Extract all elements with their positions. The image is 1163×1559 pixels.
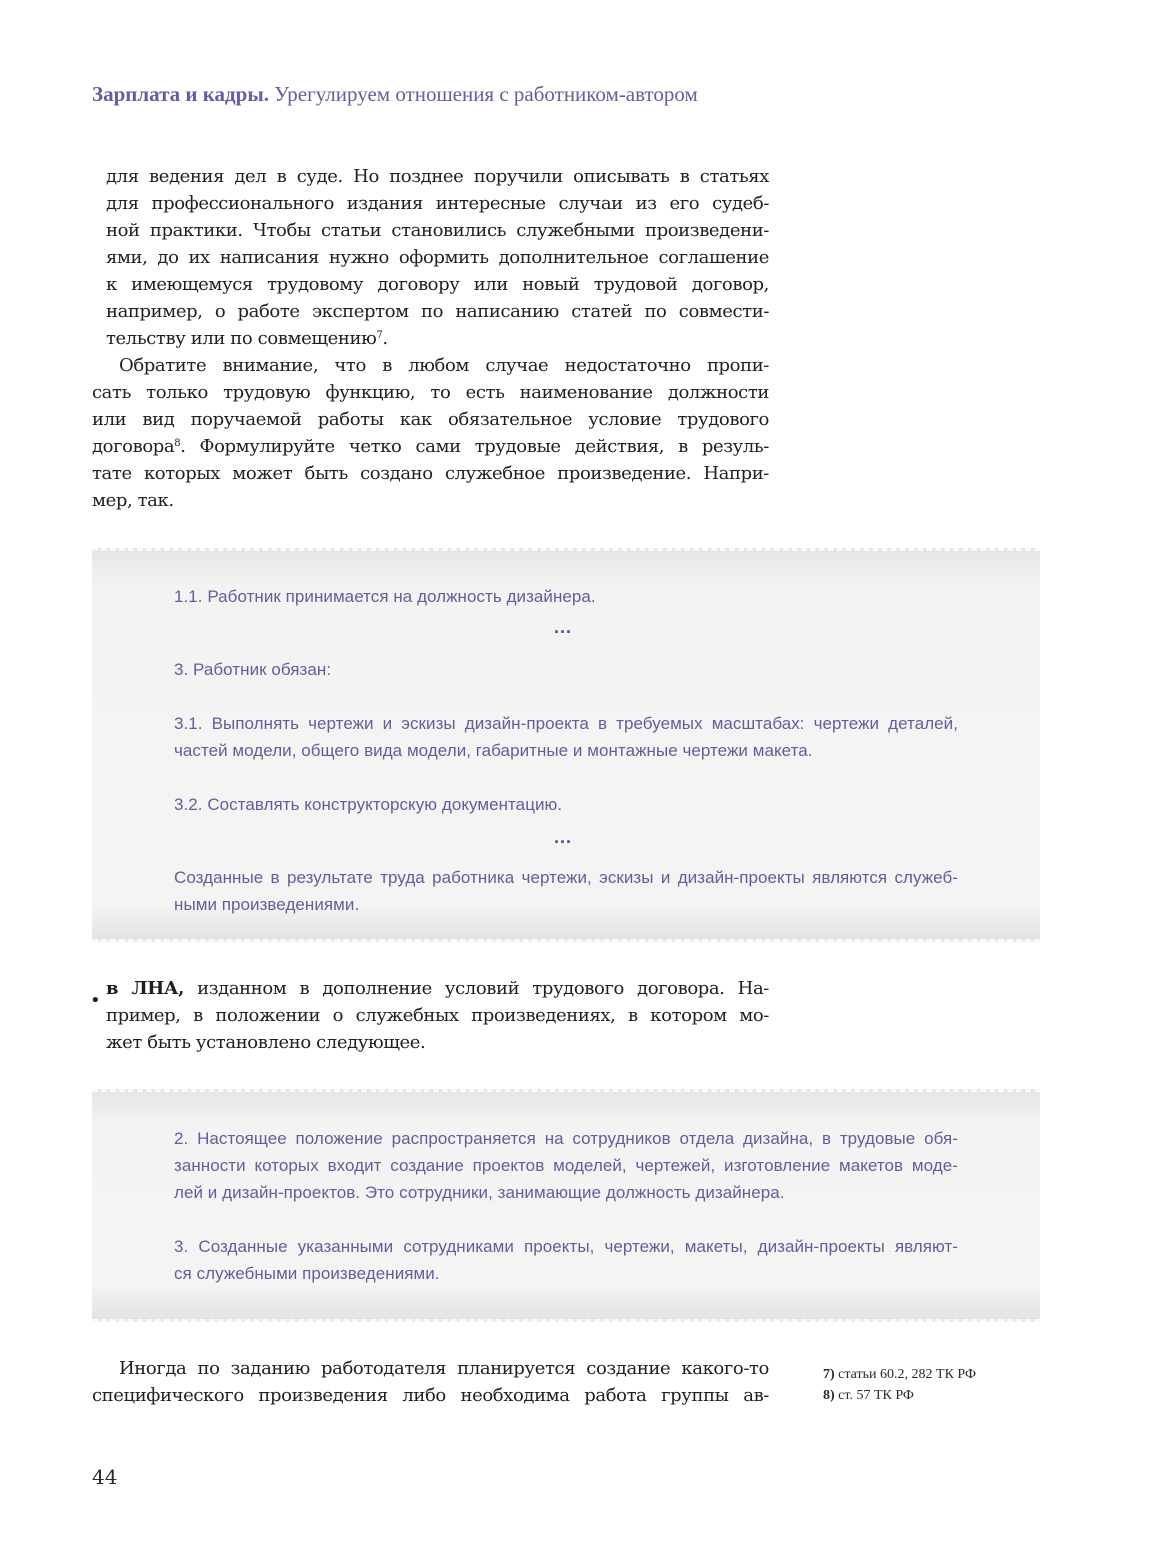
text-line: специфического произведения либо необходима работа группы ав- [92, 1385, 769, 1406]
text-line: жет быть установлено следующее. [106, 1032, 426, 1053]
paragraph-2 [92, 352, 769, 514]
box-line: Созданные в результате труда работника чертежи, эскизы и дизайн-проекты являются служеб- [174, 868, 958, 887]
text-line: тельству или по совмещению$^7$. [106, 328, 388, 349]
text-line: Иногда по заданию работодателя планируется создание какого-то [119, 1358, 769, 1379]
example-box-regulation [92, 1089, 1040, 1322]
bullet-marker: • [90, 990, 101, 1011]
bullet-bold: в ЛНА, [106, 978, 185, 999]
text-line: или вид поручаемой работы как обязательное условие трудового [92, 409, 769, 430]
paragraph-3 [92, 1355, 769, 1409]
bullet-paragraph [106, 975, 769, 1056]
page-number: 44 [92, 1465, 118, 1489]
text-line: в ЛНА, изданном в дополнение условий трудового договора. На- [106, 978, 769, 999]
box-line: 3.2. Составлять конструкторскую документацию. [174, 795, 563, 814]
text-line: договора$^8$. Формулируйте четко сами трудовые действия, в резуль- [92, 436, 769, 457]
running-header [92, 82, 812, 107]
text-line: тате которых может быть создано служебное произведение. Напри- [92, 463, 769, 484]
footnote-8: 8) ст. 57 ТК РФ [823, 1388, 914, 1403]
box-line: частей модели, общего вида модели, габаритные и монтажные чертежи макета. [174, 741, 813, 760]
text-line: пример, в положении о служебных произведениях, в котором мо- [106, 1005, 769, 1026]
ellipsis: ... [554, 617, 573, 637]
box-line: 2. Настоящее положение распространяется на сотрудников отдела дизайна, в трудовые обя- [174, 1129, 958, 1148]
box-line: ся служебными произведениями. [174, 1264, 440, 1283]
box-line: лей и дизайн-проектов. Это сотрудники, занимающие должность дизайнера. [174, 1183, 785, 1202]
text-line: Обратите внимание, что в любом случае недостаточно пропи- [119, 355, 769, 376]
footnote-ref-8: 8 [174, 438, 181, 449]
header-title: Урегулируем отношения с работником-автором [274, 82, 698, 106]
header-section: Зарплата и кадры. [92, 82, 270, 106]
example-box-contract [92, 548, 1040, 942]
text-line: мер, так. [92, 490, 174, 511]
ellipsis: ... [554, 827, 573, 847]
text-line: ями, до их написания нужно оформить дополнительное соглашение [106, 247, 769, 268]
box-line: 3. Работник обязан: [174, 660, 332, 679]
footnote-7: 7) статьи 60.2, 282 ТК РФ [823, 1367, 977, 1382]
box-line: 3.1. Выполнять чертежи и эскизы дизайн-проекта в требуемых масштабах: чертежи деталей, [174, 714, 958, 733]
text-line: к имеющемуся трудовому договору или новый трудовой договор, [106, 274, 769, 295]
box-line: 3. Созданные указанными сотрудниками проекты, чертежи, макеты, дизайн-проекты являют- [174, 1237, 958, 1256]
text-line: например, о работе экспертом по написанию статей по совмести- [106, 301, 769, 322]
paragraph-1 [106, 163, 769, 352]
text-line: для профессионального издания интересные случаи из его судеб- [106, 193, 769, 214]
text-line: ной практики. Чтобы статьи становились служебными произведени- [106, 220, 769, 241]
box-line: ными произведениями. [174, 895, 360, 914]
text-line: для ведения дел в суде. Но позднее поручили описывать в статьях [106, 166, 769, 187]
text-line: сать только трудовую функцию, то есть наименование должности [92, 382, 769, 403]
box-line: 1.1. Работник принимается на должность дизайнера. [174, 587, 596, 606]
box-line: занности которых входит создание проектов моделей, чертежей, изготовление макетов моде- [174, 1156, 958, 1175]
footnote-ref-7: 7 [376, 330, 383, 341]
